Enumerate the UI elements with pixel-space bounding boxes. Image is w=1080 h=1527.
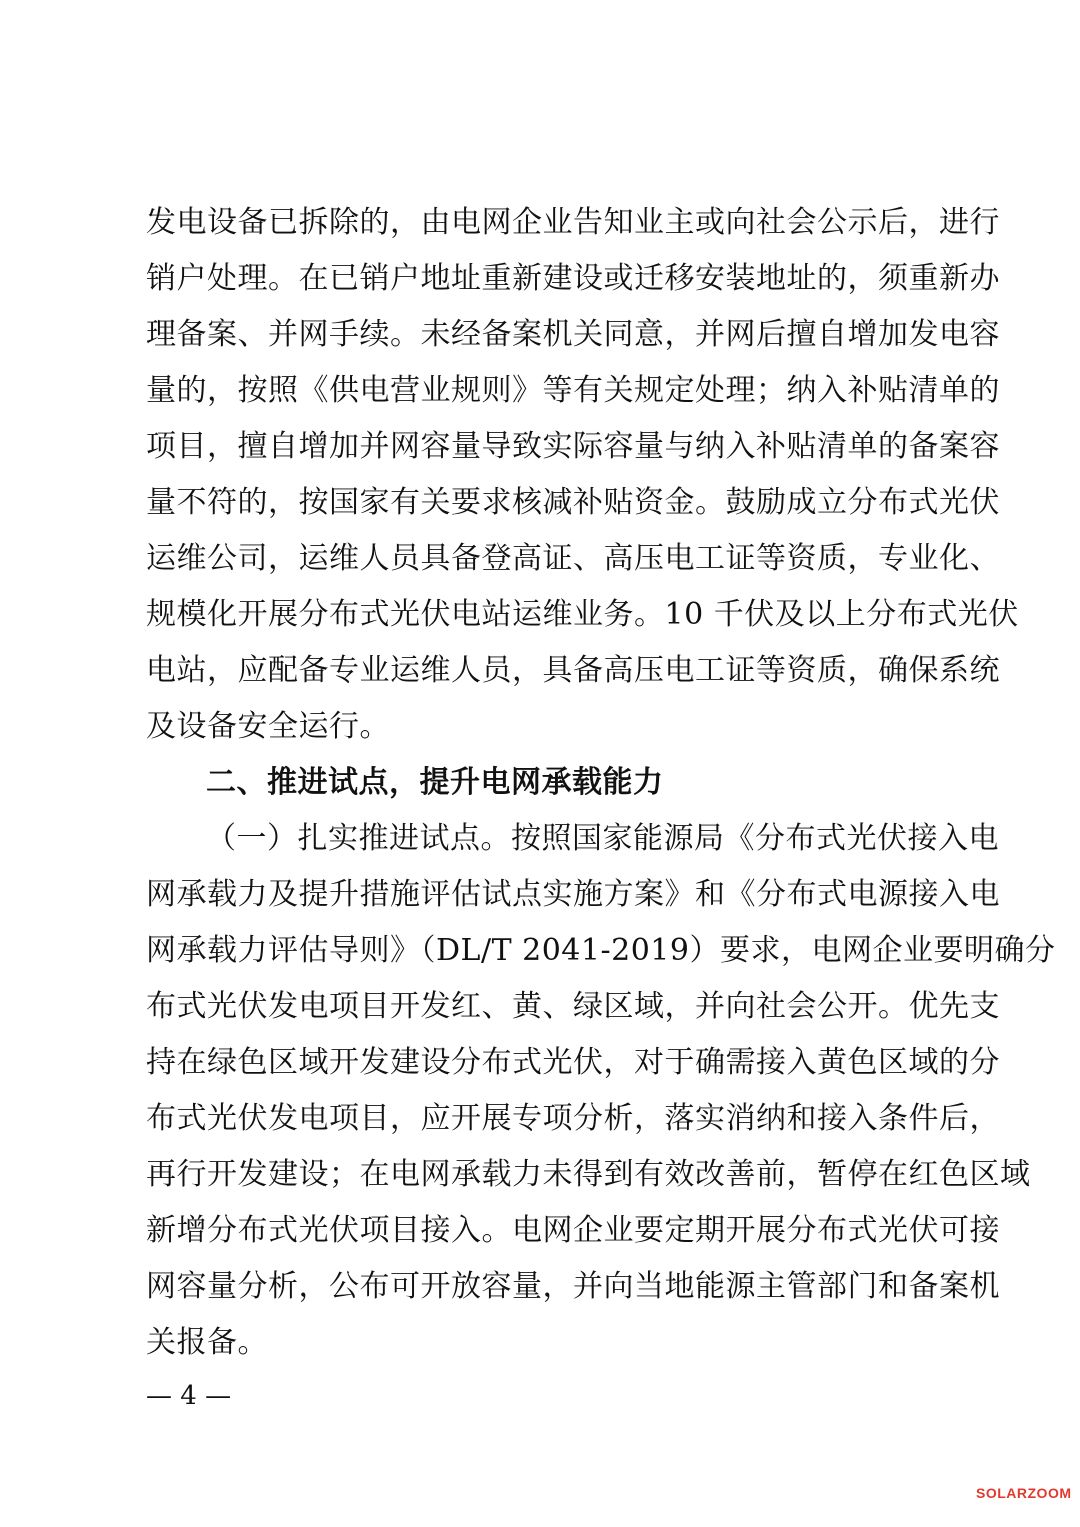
paragraph-line: 销户处理。在已销户地址重新建设或迁移安装地址的，须重新办 bbox=[146, 261, 1000, 296]
watermark-logo: SOLARZOOM bbox=[976, 1485, 1072, 1501]
paragraph-line: 布式光伏发电项目开发红、黄、绿区域，并向社会公开。优先支 bbox=[146, 989, 1000, 1024]
paragraph-line: 关报备。 bbox=[146, 1325, 268, 1360]
paragraph-line: 项目，擅自增加并网容量导致实际容量与纳入补贴清单的备案容 bbox=[146, 429, 1000, 464]
section-heading: 二、推进试点，提升电网承载能力 bbox=[206, 765, 664, 800]
paragraph-line: 电站，应配备专业运维人员，具备高压电工证等资质，确保系统 bbox=[146, 653, 1000, 688]
paragraph-line: 运维公司，运维人员具备登高证、高压电工证等资质，专业化、 bbox=[146, 541, 1000, 576]
paragraph-line: 布式光伏发电项目，应开展专项分析，落实消纳和接入条件后， bbox=[146, 1101, 1000, 1136]
paragraph-line: 量的，按照《供电营业规则》等有关规定处理；纳入补贴清单的 bbox=[146, 373, 1000, 408]
page-number: — 4 — bbox=[146, 1381, 232, 1411]
paragraph-line: （一）扎实推进试点。按照国家能源局《分布式光伏接入电 bbox=[206, 821, 999, 856]
paragraph-line: 网承载力及提升措施评估试点实施方案》和《分布式电源接入电 bbox=[146, 877, 1000, 912]
paragraph-line: 规模化开展分布式光伏电站运维业务。10 千伏及以上分布式光伏 bbox=[146, 597, 1019, 632]
paragraph-line: 新增分布式光伏项目接入。电网企业要定期开展分布式光伏可接 bbox=[146, 1213, 1000, 1248]
paragraph-line: 网容量分析，公布可开放容量，并向当地能源主管部门和备案机 bbox=[146, 1269, 1000, 1304]
paragraph-line: 网承载力评估导则》（DL/T 2041-2019）要求，电网企业要明确分 bbox=[146, 933, 1056, 968]
paragraph-line: 量不符的，按国家有关要求核减补贴资金。鼓励成立分布式光伏 bbox=[146, 485, 1000, 520]
paragraph-line: 及设备安全运行。 bbox=[146, 709, 390, 744]
paragraph-line: 发电设备已拆除的，由电网企业告知业主或向社会公示后，进行 bbox=[146, 205, 1000, 240]
paragraph-line: 再行开发建设；在电网承载力未得到有效改善前，暂停在红色区域 bbox=[146, 1157, 1031, 1192]
paragraph-line: 持在绿色区域开发建设分布式光伏，对于确需接入黄色区域的分 bbox=[146, 1045, 1000, 1080]
paragraph-line: 理备案、并网手续。未经备案机关同意，并网后擅自增加发电容 bbox=[146, 317, 1000, 352]
